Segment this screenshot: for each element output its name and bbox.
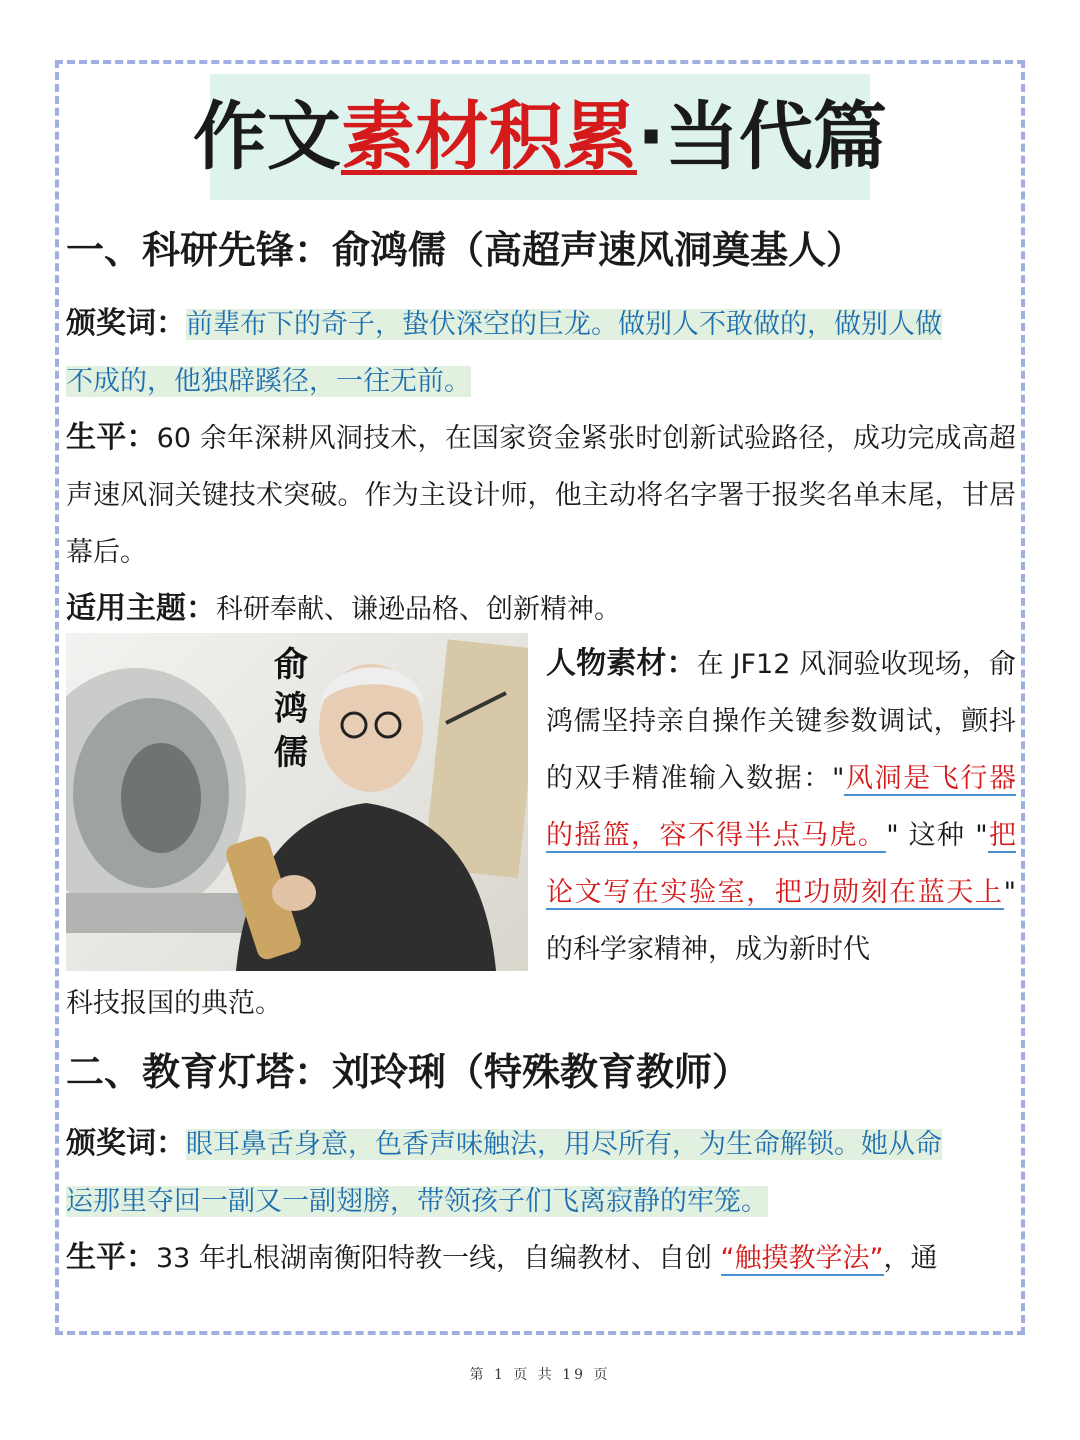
section2-heading: 二、教育灯塔：刘玲琍（特殊教育教师） xyxy=(66,1050,751,1094)
section1-quote1: 风洞是飞行器的摇篮，容不得半点马虎。 xyxy=(546,763,1016,851)
section1-material-tail xyxy=(66,975,1016,1032)
section1-award-line1: 颁奖词：前辈布下的奇子，蛰伏深空的巨龙。做别人不敢做的，做别人做 xyxy=(66,306,942,341)
section2-bio xyxy=(66,1229,1016,1287)
section1-award xyxy=(66,295,1016,410)
portrait-illustration xyxy=(66,633,528,971)
section2-heading-block xyxy=(66,1050,1016,1096)
section1-award-text1: 前辈布下的奇子，蛰伏深空的巨龙。做别人不敢做的，做别人做 xyxy=(186,309,942,340)
section2-award-text1: 眼耳鼻舌身意，色香声味触法，用尽所有，为生命解锁。她从命 xyxy=(186,1129,942,1160)
section1-award-line2 xyxy=(66,353,1016,410)
section1-material-paragraph: 人物素材：在 JF12 风洞验收现场，俞鸿儒坚持亲自操作关键参数调试，颤抖的双手精准输入数据："风洞是飞行器的摇篮，容不得半点马虎。" 这种 "把论文写在实验室，把功勋刻在蓝天上" 的科学家精神，成为新时代 xyxy=(546,646,1017,965)
section1-heading-block xyxy=(66,228,1016,274)
section2-quote: “触摸教学法” xyxy=(720,1243,884,1274)
section2-award-text2: 运那里夺回一副又一副翅膀，带领孩子们飞离寂静的牢笼。 xyxy=(66,1186,768,1217)
section1-bio-paragraph: 生平：60 余年深耕风洞技术，在国家资金紧张时创新试验路径，成功完成高超声速风洞关键技术突破。作为主设计师，他主动将名字署于报奖名单末尾，甘居幕后。 xyxy=(66,420,1016,568)
wind-tunnel-core xyxy=(121,743,201,853)
person-hand xyxy=(272,875,316,911)
section2-award-line1: 颁奖词：眼耳鼻舌身意，色香声味触法，用尽所有，为生命解锁。她从命 xyxy=(66,1126,942,1161)
section1-theme xyxy=(66,580,1016,638)
section1-theme-paragraph: 适用主题：科研奉献、谦逊品格、创新精神。 xyxy=(66,591,621,626)
page-title: 作文素材积累·当代篇 xyxy=(192,94,888,180)
section1-heading: 一、科研先锋：俞鸿儒（高超声速风洞奠基人） xyxy=(66,228,865,272)
section2-bio-paragraph: 生平：33 年扎根湖南衡阳特教一线，自编教材、自创 “触摸教学法”，通 xyxy=(66,1240,938,1275)
title-banner xyxy=(192,74,888,200)
section1-material-tail-text: 科技报国的典范。 xyxy=(66,988,282,1019)
section1-award-text2: 不成的，他独辟蹊径，一往无前。 xyxy=(66,366,471,397)
section1-quote2: 把论文写在实验室，把功勋刻在蓝天上 xyxy=(546,820,1017,908)
portrait-caption: 俞鸿儒 xyxy=(274,645,308,773)
section1-material xyxy=(546,635,1016,978)
page-number: 第 1 页 共 19 页 xyxy=(469,1367,611,1383)
section2-award-line2 xyxy=(66,1173,1016,1230)
wind-tunnel-base xyxy=(66,893,246,933)
section2-award xyxy=(66,1115,1016,1230)
section1-bio xyxy=(66,409,1016,581)
